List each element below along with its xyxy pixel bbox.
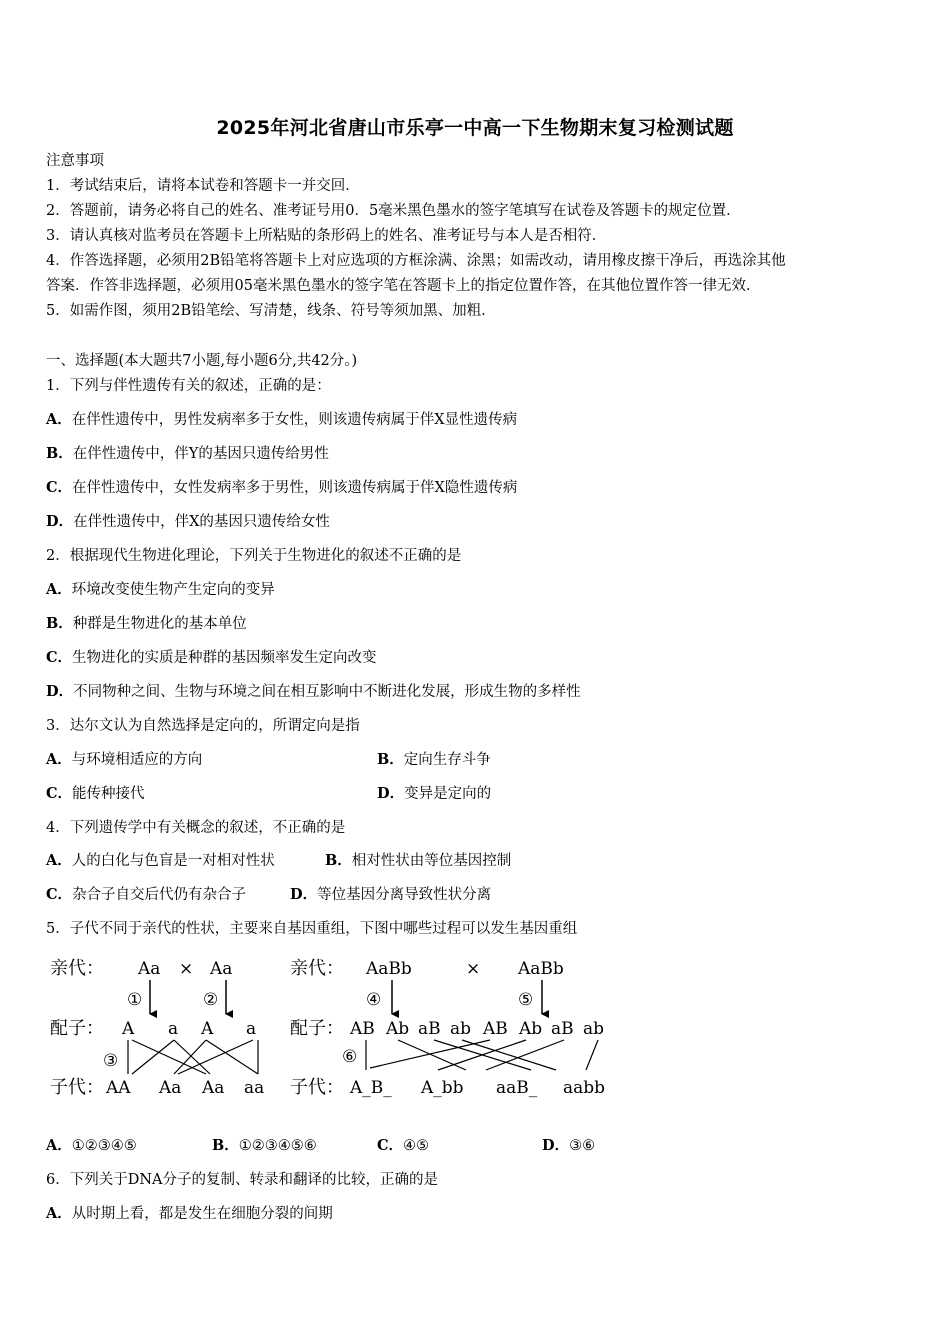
question-4-option-b xyxy=(325,851,511,871)
gamete-label: 配子： xyxy=(50,1018,104,1039)
option-text: 相对性状由等位基因控制 xyxy=(351,853,512,869)
notice-item: 2．答题前，请务必将自己的姓名、准考证号用0．5毫米黑色墨水的签字笔填写在试卷及答题卡的规定位置． xyxy=(46,203,741,219)
question-3-option-d xyxy=(377,784,491,804)
question-3-option-a xyxy=(46,750,202,770)
question-6-option-a xyxy=(46,1204,333,1224)
left-offspring: aa xyxy=(244,1078,265,1098)
left-fertilization-lines xyxy=(128,1040,258,1074)
question-5-option-a xyxy=(46,1136,137,1156)
section-heading: 一、选择题(本大题共7小题,每小题6分,共42分。) xyxy=(46,353,358,369)
option-label: C． xyxy=(46,649,73,666)
left-offspring: AA xyxy=(106,1078,131,1098)
option-label: A． xyxy=(46,852,72,869)
option-text: 在伴性遗传中，女性发病率多于男性，则该遗传病属于伴X隐性遗传病 xyxy=(72,480,518,496)
question-5-option-c xyxy=(377,1136,429,1156)
option-label: A． xyxy=(46,581,72,598)
left-gamete: a xyxy=(168,1019,179,1039)
option-label: A． xyxy=(46,1205,72,1222)
left-cross: × xyxy=(179,959,194,979)
option-label: B． xyxy=(212,1137,239,1154)
question-2-option-d xyxy=(46,682,581,702)
step-1-label: ① xyxy=(127,990,143,1010)
notice-item: 1．考试结束后，请将本试卷和答题卡一并交回． xyxy=(46,178,360,194)
option-label: D． xyxy=(46,683,74,700)
right-fertilization-lines xyxy=(366,1040,598,1070)
option-label: A． xyxy=(46,1137,72,1154)
offspring-label: 子代： xyxy=(50,1077,104,1098)
right-offspring: A_B_ xyxy=(350,1078,392,1098)
option-text: ①②③④⑤ xyxy=(71,1138,137,1154)
option-text: 种群是生物进化的基本单位 xyxy=(72,616,247,632)
option-text: 从时期上看，都是发生在细胞分裂的间期 xyxy=(71,1206,333,1222)
question-5-option-d xyxy=(542,1136,595,1156)
option-text: 与环境相适应的方向 xyxy=(71,752,203,768)
page-title: 2025年河北省唐山市乐亭一中高一下生物期末复习检测试题 xyxy=(216,117,734,139)
question-3-option-c xyxy=(46,784,145,804)
left-parent-1: Aa xyxy=(138,959,161,979)
question-2-option-b xyxy=(46,614,247,634)
option-label: C． xyxy=(46,886,73,903)
right-gamete: AB xyxy=(483,1019,508,1039)
diagram-svg xyxy=(46,950,616,1110)
question-2-option-a xyxy=(46,580,275,600)
option-label: D． xyxy=(290,886,318,903)
question-1-option-d xyxy=(46,512,330,532)
option-text: 在伴性遗传中，伴Y的基因只遗传给男性 xyxy=(72,446,329,462)
option-text: ①②③④⑤⑥ xyxy=(238,1138,317,1154)
option-text: 杂合子自交后代仍有杂合子 xyxy=(72,887,247,903)
question-2-option-c xyxy=(46,648,377,668)
option-label: D． xyxy=(377,785,405,802)
option-text: 在伴性遗传中，伴X的基因只遗传给女性 xyxy=(73,514,330,530)
offspring-label: 子代： xyxy=(290,1077,344,1098)
option-label: A． xyxy=(46,411,72,428)
question-6-stem: 6．下列关于DNA分子的复制、转录和翻译的比较，正确的是 xyxy=(46,1172,439,1188)
option-label: B． xyxy=(46,445,73,462)
option-text: 环境改变使生物产生定向的变异 xyxy=(71,582,275,598)
option-label: D． xyxy=(542,1137,570,1154)
notice-item: 3．请认真核对监考员在答题卡上所粘贴的条形码上的姓名、准考证号与本人是否相符． xyxy=(46,228,607,244)
right-gamete: AB xyxy=(350,1019,375,1039)
question-4-option-c xyxy=(46,885,246,905)
step-4-label: ④ xyxy=(366,990,382,1010)
question-1-option-c xyxy=(46,478,517,498)
parent-label: 亲代： xyxy=(50,958,104,979)
left-gamete: A xyxy=(201,1019,214,1039)
question-1-stem: 1．下列与伴性遗传有关的叙述，正确的是： xyxy=(46,378,331,394)
option-text: ③⑥ xyxy=(569,1138,596,1154)
option-label: C． xyxy=(377,1137,404,1154)
right-gamete: aB xyxy=(551,1019,574,1039)
right-offspring: aabb xyxy=(563,1078,606,1098)
question-1-option-b xyxy=(46,444,329,464)
left-offspring: Aa xyxy=(159,1078,182,1098)
notice-heading: 注意事项 xyxy=(46,153,104,169)
right-gamete: Ab xyxy=(519,1019,543,1039)
question-4-option-a xyxy=(46,851,275,871)
option-label: C． xyxy=(46,479,73,496)
option-label: D． xyxy=(46,513,74,530)
option-label: A． xyxy=(46,751,72,768)
left-gamete: a xyxy=(246,1019,257,1039)
option-text: ④⑤ xyxy=(403,1138,430,1154)
right-gamete: aB xyxy=(418,1019,441,1039)
question-2-stem: 2．根据现代生物进化理论，下列关于生物进化的叙述不正确的是 xyxy=(46,548,462,564)
option-text: 在伴性遗传中，男性发病率多于女性，则该遗传病属于伴X显性遗传病 xyxy=(71,412,518,428)
option-text: 人的白化与色盲是一对相对性状 xyxy=(71,853,275,869)
question-4-option-d xyxy=(290,885,491,905)
step-5-label: ⑤ xyxy=(518,990,534,1010)
step-2-label: ② xyxy=(203,990,219,1010)
left-parent-2: Aa xyxy=(210,959,233,979)
left-offspring: Aa xyxy=(202,1078,225,1098)
left-gamete: A xyxy=(122,1019,135,1039)
step-3-label: ③ xyxy=(103,1051,119,1071)
option-text: 不同物种之间、生物与环境之间在相互影响中不断进化发展，形成生物的多样性 xyxy=(73,684,581,700)
question-5-option-b xyxy=(212,1136,317,1156)
right-offspring: A_bb xyxy=(421,1078,464,1098)
option-text: 生物进化的实质是种群的基因频率发生定向改变 xyxy=(72,650,377,666)
question-3-option-b xyxy=(377,750,491,770)
option-label: B． xyxy=(377,751,404,768)
question-3-stem: 3．达尔文认为自然选择是定向的，所谓定向是指 xyxy=(46,718,360,734)
question-4-stem: 4．下列遗传学中有关概念的叙述，不正确的是 xyxy=(46,820,346,836)
right-gamete: Ab xyxy=(386,1019,410,1039)
right-gamete: ab xyxy=(450,1019,472,1039)
option-label: B． xyxy=(46,615,73,632)
notice-item: 答案．作答非选择题，必须用05毫米黑色墨水的签字笔在答题卡上的指定位置作答，在其他位置作答一律无效． xyxy=(46,278,761,294)
option-text: 定向生存斗争 xyxy=(403,752,491,768)
parent-label: 亲代： xyxy=(290,958,344,979)
step-6-label: ⑥ xyxy=(342,1047,358,1067)
gamete-label: 配子： xyxy=(290,1018,344,1039)
right-offspring: aaB_ xyxy=(496,1078,538,1098)
option-label: C． xyxy=(46,785,73,802)
question-1-option-a xyxy=(46,410,517,430)
question-5-stem: 5．子代不同于亲代的性状，主要来自基因重组，下图中哪些过程可以发生基因重组 xyxy=(46,921,578,937)
option-label: B． xyxy=(325,852,352,869)
right-parent-2: AaBb xyxy=(518,959,564,979)
option-text: 等位基因分离导致性状分离 xyxy=(317,887,492,903)
option-text: 变异是定向的 xyxy=(404,786,492,802)
gene-recombination-diagram xyxy=(46,950,616,1110)
right-gamete: ab xyxy=(583,1019,605,1039)
option-text: 能传种接代 xyxy=(72,786,145,802)
notice-item: 5．如需作图，须用2B铅笔绘、写清楚，线条、符号等须加黑、加粗． xyxy=(46,303,496,319)
notice-item: 4．作答选择题，必须用2B铅笔将答题卡上对应选项的方框涂满、涂黑；如需改动，请用橡皮擦干净后，再选涂其他 xyxy=(46,253,786,269)
right-parent-1: AaBb xyxy=(366,959,412,979)
right-cross: × xyxy=(466,959,481,979)
